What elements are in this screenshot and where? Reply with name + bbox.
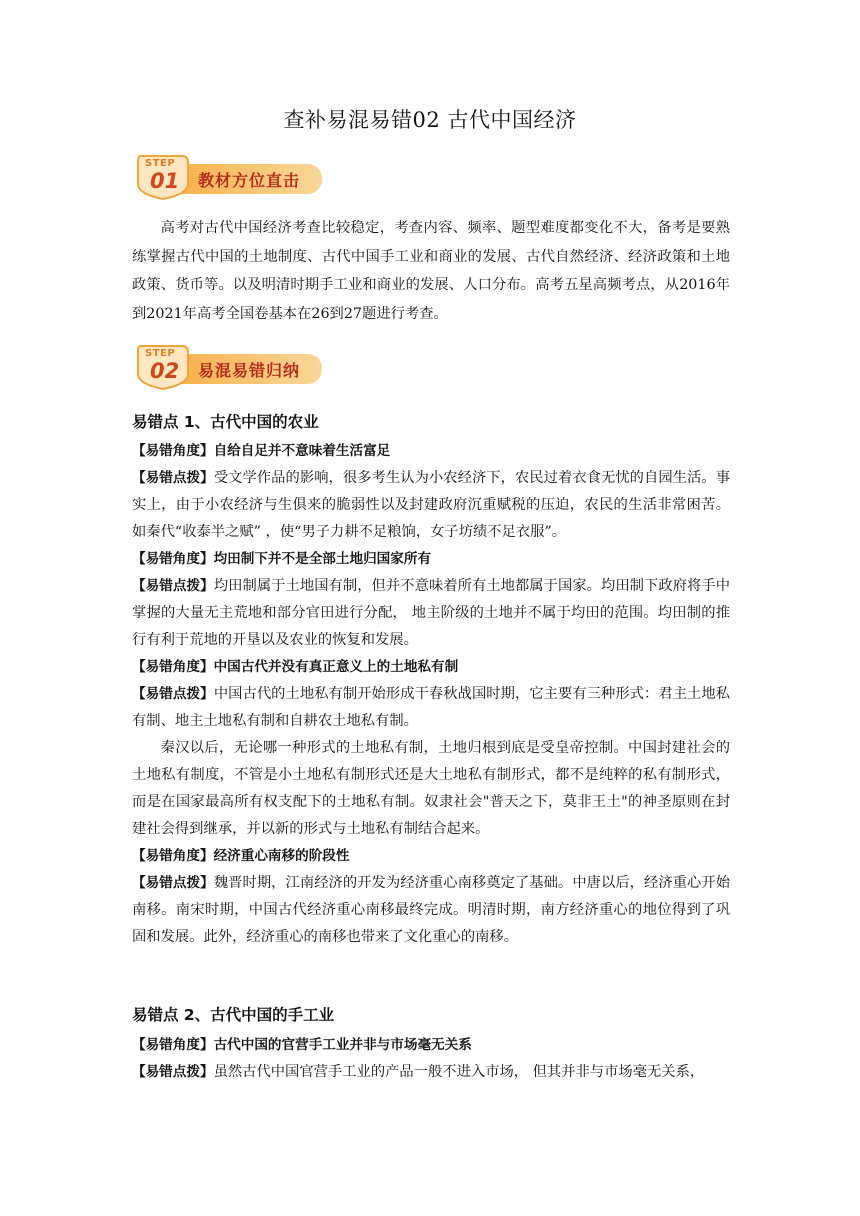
angle-tag: 【易错角度】: [132, 551, 214, 567]
step-label: 教材方位直击: [198, 171, 301, 190]
angle-text: 古代中国的官营手工业并非与市场毫无关系: [213, 1037, 472, 1053]
point-2-heading: 易错点 2、古代中国的手工业: [132, 1006, 335, 1024]
tip-tag: 【易错点拨】: [132, 1064, 214, 1080]
step-number: 01: [150, 169, 180, 193]
tip-line: [132, 573, 730, 654]
step-02-badge: [136, 344, 324, 390]
angle-line: [132, 843, 730, 870]
tip-line: [132, 870, 730, 951]
angle-tag: 【易错角度】: [132, 1037, 214, 1053]
tip-tag: 【易错点拨】: [132, 686, 214, 702]
angle-line: [132, 1032, 730, 1059]
step-number: 02: [150, 359, 180, 383]
tip-text: 中国古代的土地私有制开始形成干春秋战国时期，它主要有三种形式：君主土地私有制、地主土地私有制和自耕农土地私有制。: [132, 686, 731, 729]
point-1-body: [132, 438, 730, 951]
step-01-badge: [136, 154, 324, 200]
step-label: 易混易错归纳: [198, 361, 301, 380]
tip-line: [132, 681, 730, 735]
tip-continuation: 秦汉以后，无论哪一种形式的土地私有制，土地归根到底是受皇帝控制。中国封建社会的土地私有制度，不管是小土地私有制形式还是大土地私有制形式，都不是纯粹的私有制形式，而是在国家最高所有权支配下的土地私有制。奴隶社会"普天之下，莫非王土"的神圣原则在封建社会得到继承，并以新的形式与土地私有制结合起来。: [132, 740, 730, 837]
angle-line: [132, 438, 730, 465]
angle-line: [132, 546, 730, 573]
intro-section: [132, 214, 730, 328]
tip-line: [132, 465, 730, 546]
tip-text: 均田制属于土地国有制，但并不意味着所有土地都属于国家。均田制下政府将手中掌握的大量无主荒地和部分官田进行分配， 地主阶级的土地并不属于均田的范围。均田制的推 行有利于荒地的开垦以及农业的恢复和发展。: [132, 578, 731, 648]
tip-text: 魏晋时期，江南经济的开发为经济重心南移奠定了基础。中唐以后，经济重心开始南移。南宋时期，中国古代经济重心南移最终完成。明清时期，南方经济重心的地位得到了巩固和发展。此外，经济重心的南移也带来了文化重心的南移。: [132, 875, 731, 945]
angle-line: [132, 654, 730, 681]
angle-text: 均田制下并不是全部土地归国家所有: [213, 551, 432, 567]
angle-text: 中国古代并没有真正意义上的土地私有制: [213, 659, 459, 675]
tip-tag: 【易错点拨】: [132, 578, 214, 594]
tip-text: 虽然古代中国官营手工业的产品一般不进入市场， 但其并非与市场毫无关系，: [213, 1064, 705, 1080]
tip-tag: 【易错点拨】: [132, 875, 214, 891]
point-1-heading: 易错点 1、古代中国的农业: [132, 413, 319, 431]
angle-tag: 【易错角度】: [132, 848, 214, 864]
point-2-body: [132, 1032, 730, 1086]
angle-text: 自给自足并不意味着生活富足: [213, 443, 391, 459]
tip-tag: 【易错点拨】: [132, 470, 214, 486]
angle-tag: 【易错角度】: [132, 659, 214, 675]
document-title: 查补易混易错02 古代中国经济: [283, 108, 577, 132]
intro-paragraph: 高考对古代中国经济考查比较稳定，考查内容、频率、题型难度都变化不大，备考是要熟练掌握古代中国的土地制度、古代中国手工业和商业的发展、古代自然经济、经济政策和土地政策、货币等。以及明清时期手工业和商业的发展、人口分布。高考五星高频考点，从2016年到2021年高考全国卷基本在26到27题进行考查。: [132, 220, 730, 322]
tip-line: [132, 1059, 730, 1086]
angle-tag: 【易错角度】: [132, 443, 214, 459]
step-word: STEP: [145, 348, 176, 359]
angle-text: 经济重心南移的阶段性: [213, 848, 350, 864]
tip-text: 受文学作品的影响，很多考生认为小农经济下，农民过着衣食无忧的自园生活。事实上，由于小农经济与生俱来的脆弱性以及封建政府沉重赋税的压迫，农民的生活非常困苦。 如秦代“收泰半之赋” ，使“男子力耕不足粮饷，女子坊绩不足衣服”。: [132, 470, 731, 540]
step-word: STEP: [145, 158, 176, 169]
